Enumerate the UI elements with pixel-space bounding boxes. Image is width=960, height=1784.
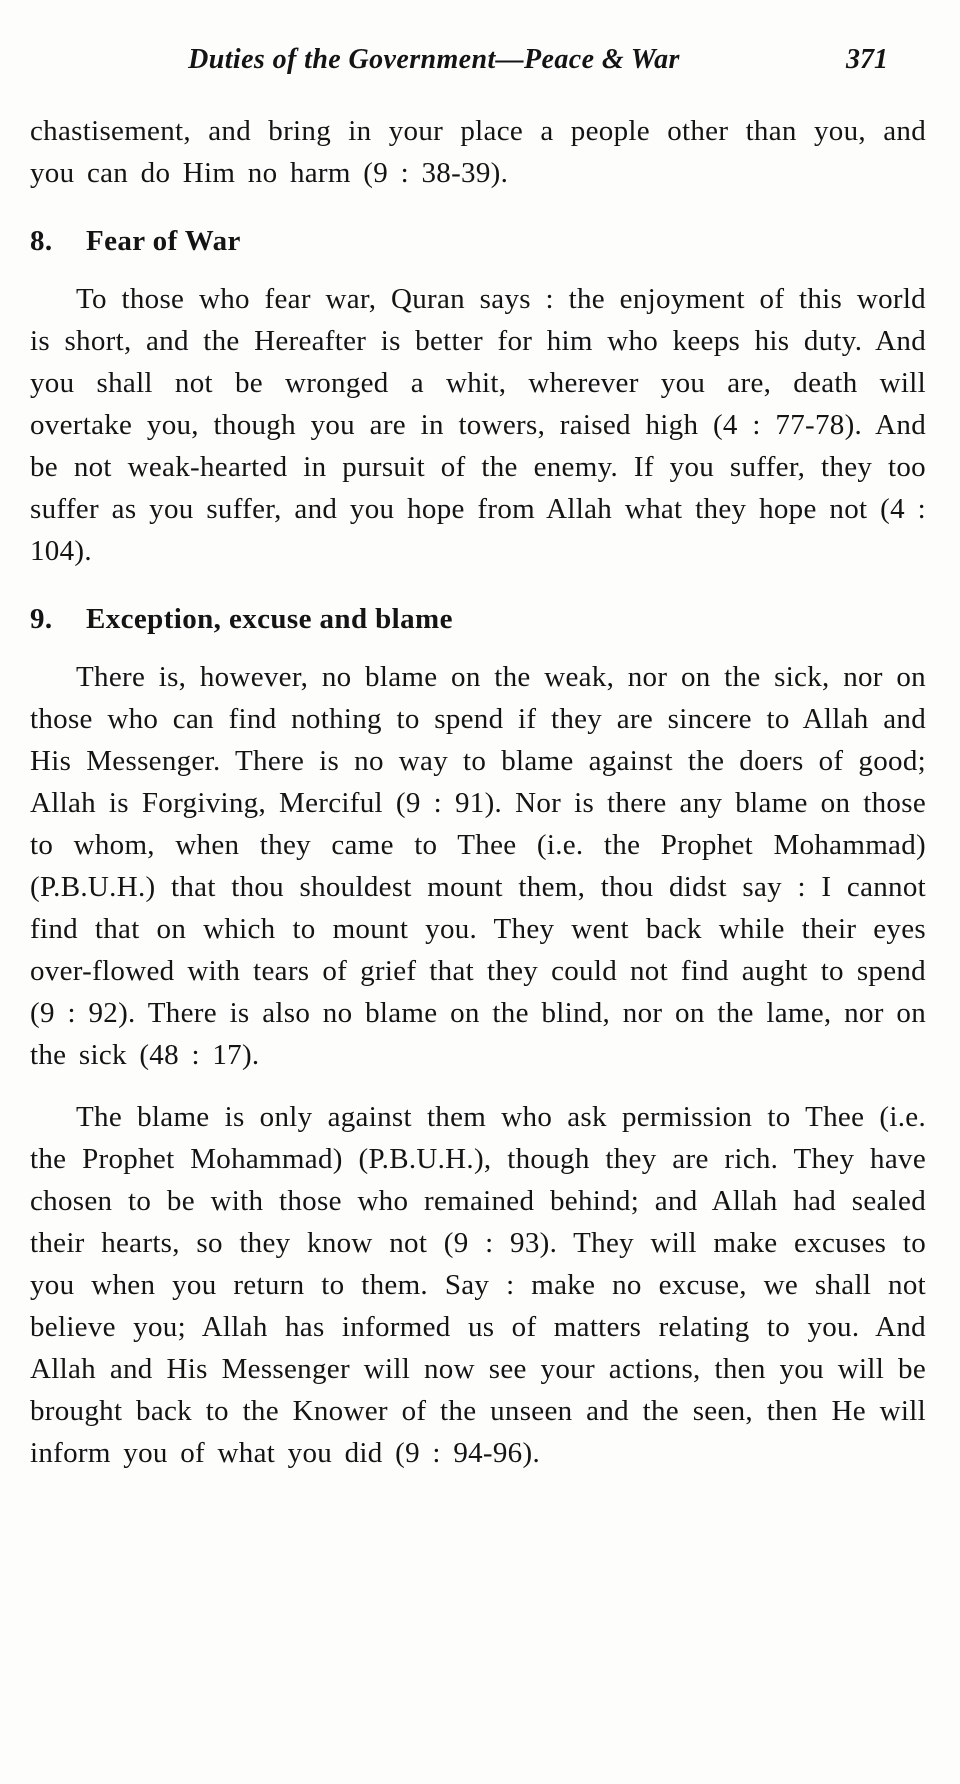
- section-heading-fear-of-war: [30, 220, 926, 262]
- section-title: Exception, excuse and blame: [86, 603, 453, 635]
- section-number: 8.: [30, 225, 53, 257]
- section-title: Fear of War: [86, 225, 241, 257]
- paragraph-no-blame-on-weak: There is, however, no blame on the weak, nor on the sick, nor on those who can find nothing to spend if they are sincere to Allah and His Messenger. There is no way to blame against the doers of good; Allah is Forgiving, Merciful (9 : 91). Nor is there any blame on those to whom, when they came to Thee (i.e. the Prophet Mohammad) (P.B.U.H.) that thou shouldest mount them, thou didst say : I cannot find that on which to mount you. They went back while their eyes over-flowed with tears of grief that they could not find aught to spend (9 : 92). There is also no blame on the blind, nor on the lame, nor on the sick (48 : 17).: [30, 661, 926, 1071]
- paragraph-fear-of-war: To those who fear war, Quran says : the enjoyment of this world is short, and the Hereafter is better for him who keeps his duty. And you shall not be wronged a whit, wherever you are, death will overtake you, though you are in towers, raised high (4 : 77-78). And be not weak-hearted in pursuit of the enemy. If you suffer, they too suffer as you suffer, and you hope from Allah what they hope not (4 : 104).: [30, 283, 926, 567]
- page-header: [30, 44, 926, 76]
- section-heading-exception-excuse-blame: [30, 598, 926, 640]
- paragraph-continuation: chastisement, and bring in your place a people other than you, and you can do Him no harm (9 : 38-39).: [30, 115, 926, 189]
- page-number: 371: [846, 44, 888, 75]
- paragraph-blame-on-rich: The blame is only against them who ask permission to Thee (i.e. the Prophet Mohammad) (P.B.U.H.), though they are rich. They have chosen to be with those who remained behind; and Allah had sealed their hearts, so they know not (9 : 93). They will make excuses to you when you return to them. Say : make no excuse, we shall not believe you; Allah has informed us of matters relating to you. And Allah and His Messenger will now see your actions, then you will be brought back to the Knower of the unseen and the seen, then He will inform you of what you did (9 : 94-96).: [30, 1101, 926, 1469]
- running-head-title: Duties of the Government—Peace & War: [188, 44, 680, 75]
- section-number: 9.: [30, 603, 53, 635]
